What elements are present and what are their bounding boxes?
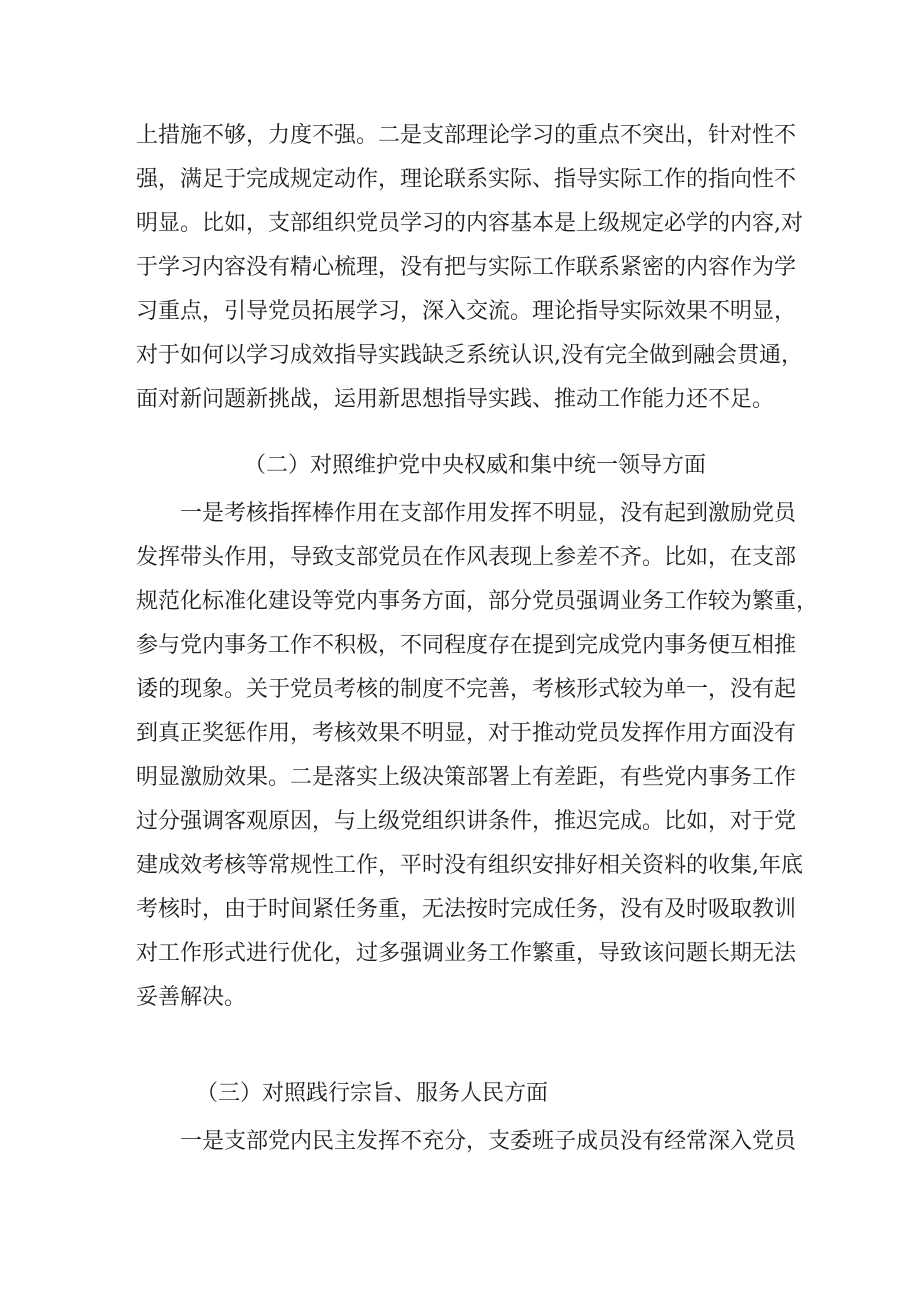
text-line: 参与党内事务工作不积极，不同程度存在提到完成党内事务便互相推 [136, 633, 797, 658]
text-line: 明显。比如，支部组织党员学习的内容基本是上级规定必学的内容,对 [136, 211, 803, 236]
text-line: 一是支部党内民主发挥不充分，支委班子成员没有经常深入党员 [180, 1129, 797, 1154]
text-line: 考核时，由于时间紧任务重，无法按时完成任务，没有及时吸取教训 [136, 897, 797, 922]
text-line: 习重点，引导党员拓展学习，深入交流。理论指导实际效果不明显， [136, 299, 797, 324]
text-line: 建成效考核等常规性工作，平时没有组织安排好相关资料的收集,年底 [136, 853, 803, 878]
text-line: 对工作形式进行优化，过多强调业务工作繁重，导致该问题长期无法 [136, 941, 797, 966]
section-heading: （三）对照践行宗旨、服务人民方面 [196, 1081, 549, 1106]
text-line: 发挥带头作用，导致支部党员在作风表现上参差不齐。比如，在支部 [136, 545, 797, 570]
text-line: 到真正奖惩作用，考核效果不明显，对于推动党员发挥作用方面没有 [136, 721, 797, 746]
text-line: 妥善解决。 [136, 985, 247, 1010]
text-line: 上措施不够，力度不强。二是支部理论学习的重点不突出，针对性不 [136, 123, 797, 148]
text-line: 强，满足于完成规定动作，理论联系实际、指导实际工作的指向性不 [136, 167, 797, 192]
text-line: 规范化标准化建设等党内事务方面，部分党员强调业务工作较为繁重， [136, 589, 819, 614]
section-heading: （二）对照维护党中央权威和集中统一领导方面 [244, 453, 707, 478]
text-line: 一是考核指挥棒作用在支部作用发挥不明显，没有起到激励党员 [180, 501, 797, 526]
text-line: 诿的现象。关于党员考核的制度不完善，考核形式较为单一，没有起 [136, 677, 797, 702]
text-line: 对于如何以学习成效指导实践缺乏系统认识,没有完全做到融会贯通， [136, 343, 803, 368]
text-line: 明显激励效果。二是落实上级决策部署上有差距，有些党内事务工作 [136, 765, 797, 790]
text-line: 于学习内容没有精心梳理，没有把与实际工作联系紧密的内容作为学 [136, 255, 797, 280]
text-line: 过分强调客观原因，与上级党组织讲条件，推迟完成。比如，对于党 [136, 809, 797, 834]
text-line: 面对新问题新挑战，运用新思想指导实践、推动工作能力还不足。 [136, 387, 775, 412]
